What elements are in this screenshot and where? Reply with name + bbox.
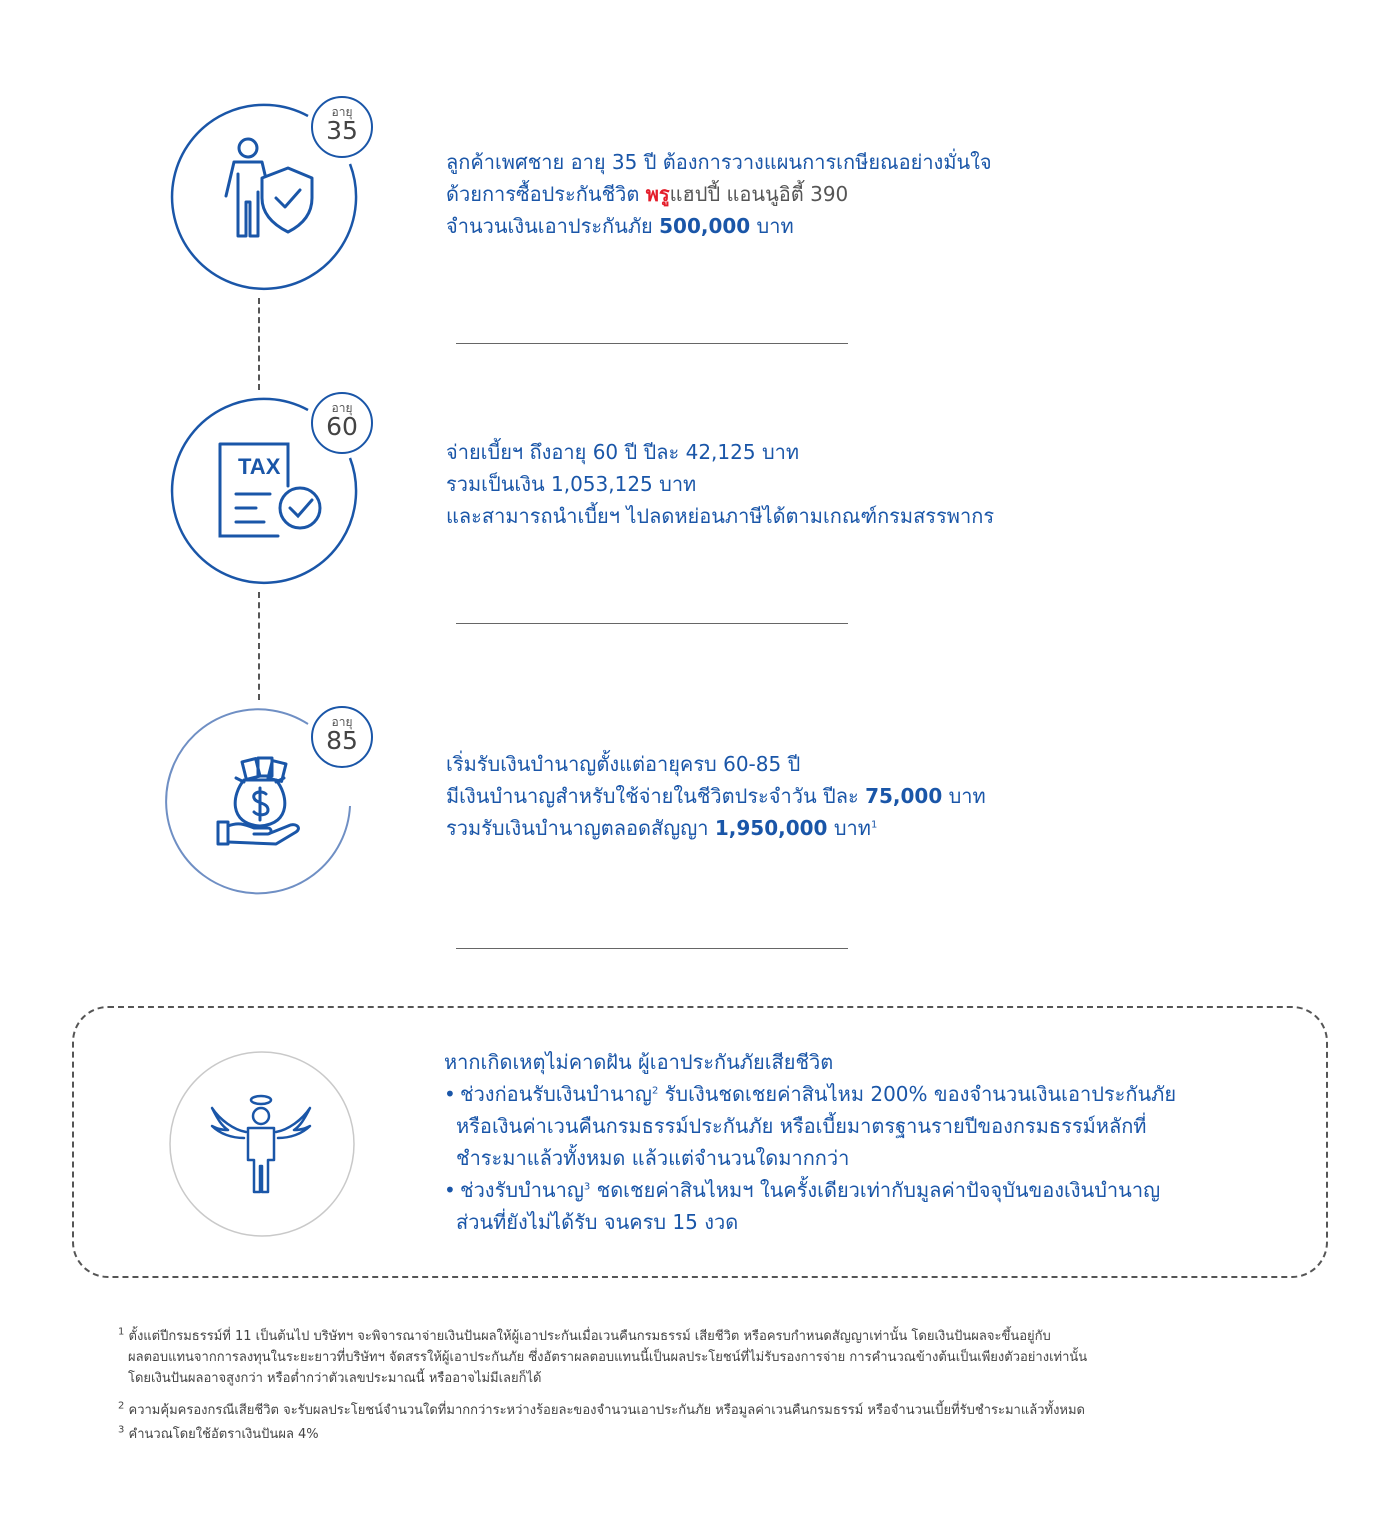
step-85-line-1: เริ่มรับเงินบำนาญตั้งแต่อายุครบ 60-85 ปี	[446, 752, 801, 776]
person-shield-icon	[216, 136, 316, 240]
age-label: อายุ	[331, 715, 353, 729]
bullet-during-pension	[444, 1174, 1176, 1206]
line-3-suffix: บาท	[827, 816, 871, 840]
step-35-description	[446, 146, 992, 242]
step-60-line-3: และสามารถนำเบี้ยฯ ไปลดหย่อนภาษีได้ตามเกณฑ์กรมสรรพากร	[446, 504, 995, 528]
age-badge-35	[311, 96, 373, 158]
footnote-3	[118, 1424, 319, 1445]
step-85-description	[446, 748, 986, 844]
age-number: 85	[326, 726, 358, 755]
bullet-2-lead: ช่วงรับบำนาญ	[460, 1178, 584, 1202]
step-35-line-3	[446, 210, 992, 242]
product-name: แฮปปี้ แอนนูอิตี้ 390	[669, 182, 849, 206]
step-60-description	[446, 436, 994, 532]
age-badge-85	[311, 706, 373, 768]
tax-document-check-icon	[216, 442, 326, 542]
bullet-before-pension	[444, 1078, 1176, 1110]
bullet-2-text: ชดเชยค่าสินไหมฯ ในครั้งเดียวเท่ากับมูลค่าปัจจุบันของเงินบำนาญ	[590, 1178, 1161, 1202]
bullet-1-line-3: ชำระมาแล้วทั้งหมด แล้วแต่จำนวนใดมากกว่า	[456, 1146, 850, 1170]
death-benefit-title: หากเกิดเหตุไม่คาดฝัน ผู้เอาประกันภัยเสียชีวิต	[444, 1050, 834, 1074]
death-benefit-description	[444, 1046, 1176, 1238]
footnote-ref-2: 2	[651, 1085, 659, 1097]
footnote-text: ตั้งแต่ปีกรมธรรม์ที่ 11 เป็นต้นไป บริษัทฯ จะพิจารณาจ่ายเงินปันผลให้ผู้เอาประกันเมื่อเวนคืนกรมธรรม์ เสียชีวิต หรือครบกำหนดสัญญาเท่านั้น โดยเงินปันผลจะขึ้นอยู่กับ	[128, 1329, 1051, 1344]
money-bag-hand-icon	[214, 754, 310, 850]
bullet-1-lead: ช่วงก่อนรับเงินบำนาญ	[460, 1082, 652, 1106]
section-divider	[456, 343, 848, 344]
footnote-text: คำนวณโดยใช้อัตราเงินปันผล 4%	[128, 1427, 319, 1442]
line-2-suffix: บาท	[942, 784, 986, 808]
bullet-1-line-2: หรือเงินค่าเวนคืนกรมธรรม์ประกันภัย หรือเบี้ยมาตรฐานรายปีของกรมธรรม์หลักที่	[456, 1114, 1147, 1138]
footnote-1-line-1	[118, 1326, 1087, 1347]
section-divider	[456, 623, 848, 624]
age-badge-60	[311, 392, 373, 454]
bullet-1-text: รับเงินชดเชยค่าสินไหม 200% ของจำนวนเงินเอาประกันภัย	[658, 1082, 1177, 1106]
timeline-connector	[258, 592, 260, 700]
timeline-connector	[258, 298, 260, 390]
step-35-line-1: ลูกค้าเพศชาย อายุ 35 ปี ต้องการวางแผนการเกษียณอย่างมั่นใจ	[446, 150, 992, 174]
total-pension: 1,950,000	[714, 816, 828, 840]
line-3-prefix: รวมรับเงินบำนาญตลอดสัญญา	[446, 816, 715, 840]
bullet-2-line-2: ส่วนที่ยังไม่ได้รับ จนครบ 15 งวด	[456, 1210, 739, 1234]
footnote-ref-1: 1	[870, 819, 878, 831]
step-85-line-2	[446, 780, 986, 812]
line-3-suffix: บาท	[750, 214, 794, 238]
footnote-mark: 3	[118, 1424, 125, 1436]
age-label: อายุ	[331, 401, 353, 415]
tax-label: TAX	[238, 454, 281, 479]
footnote-1-line-2: ผลตอบแทนจากการลงทุนในระยะยาวที่บริษัทฯ จัดสรรให้ผู้เอาประกันภัย ซึ่งอัตราผลตอบแทนนี้เป็นผลประโยชน์ที่ไม่รับรองการจ่าย การคำนวณข้างต้นเป็นเพียงตัวอย่างเท่านั้น	[128, 1350, 1088, 1365]
footnote-2	[118, 1400, 1085, 1421]
footnote-text: ความคุ้มครองกรณีเสียชีวิต จะรับผลประโยชน์จำนวนใดที่มากกว่าระหว่างร้อยละของจำนวนเอาประกันภัย หรือมูลค่าเวนคืนกรมธรรม์ หรือจำนวนเบี้ยที่รับชำระมาแล้วทั้งหมด	[128, 1403, 1085, 1418]
footnote-ref-3: 3	[583, 1181, 591, 1193]
footnote-1	[118, 1326, 1087, 1389]
annual-pension: 75,000	[865, 784, 943, 808]
step-60-line-2: รวมเป็นเงิน 1,053,125 บาท	[446, 472, 697, 496]
age-number: 60	[326, 412, 358, 441]
footnote-mark: 2	[118, 1400, 125, 1412]
line-3-prefix: จำนวนเงินเอาประกันภัย	[446, 214, 660, 238]
step-35-line-2	[446, 178, 992, 210]
line-2-prefix: ด้วยการซื้อประกันชีวิต	[446, 182, 646, 206]
brand-name: พรู	[645, 182, 670, 206]
angel-person-icon	[206, 1090, 316, 1198]
line-2-prefix: มีเงินบำนาญสำหรับใช้จ่ายในชีวิตประจำวัน ปีละ	[446, 784, 866, 808]
step-85-line-3	[446, 812, 986, 844]
footnote-1-line-3: โดยเงินปันผลอาจสูงกว่า หรือต่ำกว่าตัวเลขประมาณนี้ หรืออาจไม่มีเลยก็ได้	[128, 1371, 542, 1386]
step-60-line-1: จ่ายเบี้ยฯ ถึงอายุ 60 ปี ปีละ 42,125 บาท	[446, 440, 800, 464]
footnote-mark: 1	[118, 1326, 125, 1338]
age-label: อายุ	[331, 105, 353, 119]
sum-assured: 500,000	[659, 214, 751, 238]
section-divider	[456, 948, 848, 949]
age-number: 35	[326, 116, 358, 145]
